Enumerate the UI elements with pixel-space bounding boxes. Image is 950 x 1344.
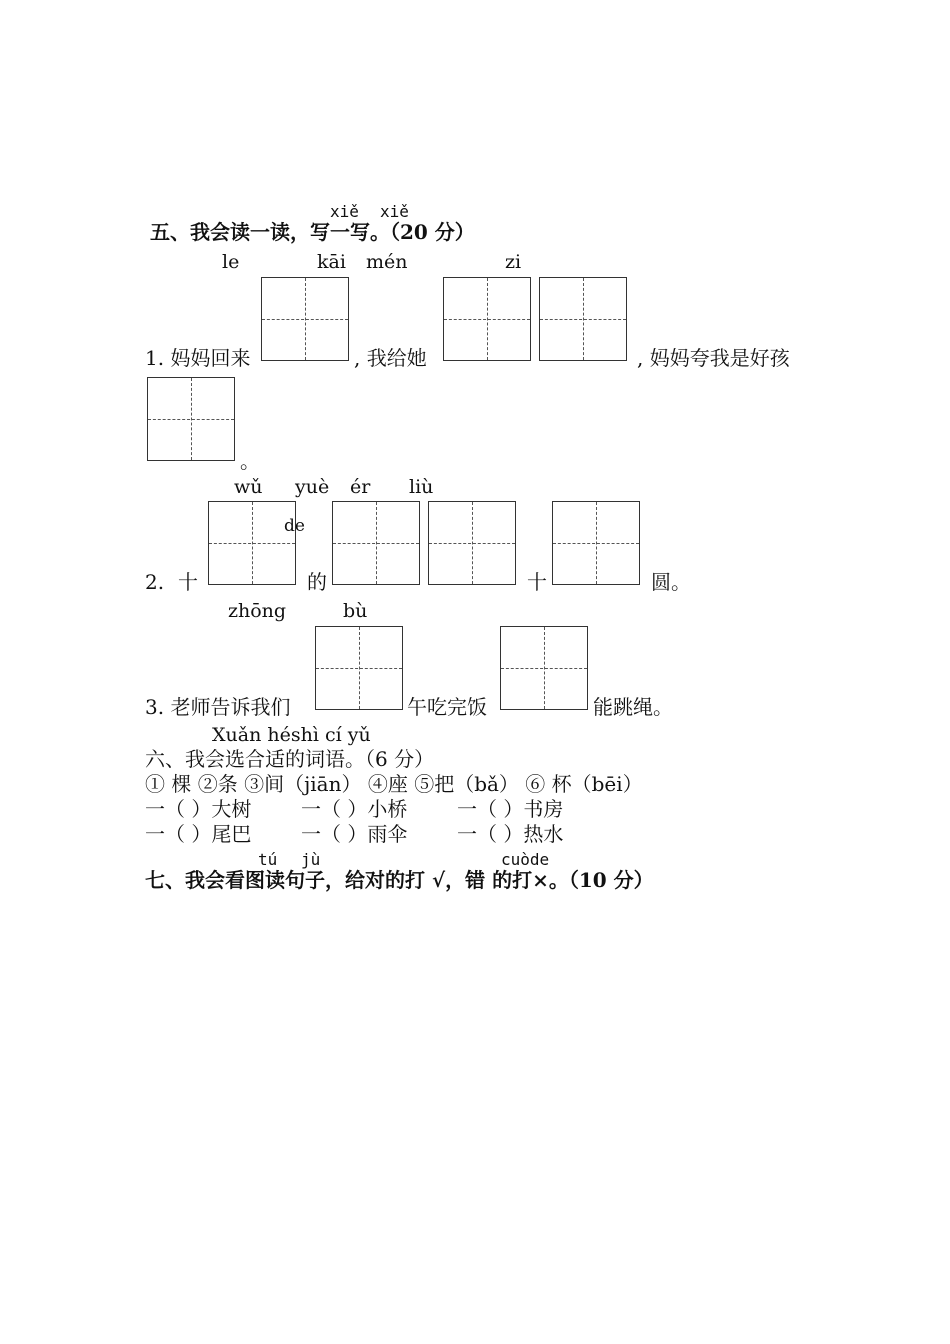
blank-item-1[interactable]: 一（ ）大树 xyxy=(145,797,252,821)
pinyin-ju: jù xyxy=(301,850,321,869)
pinyin-er: ér xyxy=(350,476,371,498)
pinyin-xie-1: xiě xyxy=(330,202,359,221)
q1-text-1: 1. 妈妈回来 xyxy=(145,346,251,370)
q2-ten-1: 十 xyxy=(178,570,198,594)
q1-text-2: , 我给她 xyxy=(354,346,427,370)
pinyin-xie-2: xiě xyxy=(380,202,409,221)
q2-number: 2. xyxy=(145,570,165,594)
blank-item-3[interactable]: 一（ ）书房 xyxy=(457,797,564,821)
writing-box-men[interactable] xyxy=(539,277,627,361)
writing-box-liu[interactable] xyxy=(552,501,640,585)
section-6-title: 六、我会选合适的词语。（6 分） xyxy=(145,747,435,771)
writing-box-er[interactable] xyxy=(428,501,516,585)
q1-end: 。 xyxy=(240,449,260,473)
q3-text-1: 3. 老师告诉我们 xyxy=(145,695,291,719)
pinyin-de: de xyxy=(284,516,305,536)
pinyin-zhong: zhōng xyxy=(228,600,287,622)
blank-item-4[interactable]: 一（ ）尾巴 xyxy=(145,822,252,846)
section-7-title: 七、我会看图读句子，给对的打 √，错 的打×。（10 分） xyxy=(145,868,654,892)
pinyin-cuode: cuòde xyxy=(501,850,550,869)
section-6-pinyin: Xuǎn héshì cí yǔ xyxy=(212,724,371,746)
pinyin-wu: wǔ xyxy=(234,476,263,498)
blank-item-6[interactable]: 一（ ）热水 xyxy=(457,822,564,846)
section-5-title: 五、我会读一读，写一写。（20 分） xyxy=(150,220,475,244)
pinyin-yue: yuè xyxy=(295,476,330,498)
blank-item-5[interactable]: 一（ ）雨伞 xyxy=(301,822,408,846)
q2-de: 的 xyxy=(307,570,327,594)
pinyin-liu: liù xyxy=(409,476,434,498)
pinyin-kai: kāi xyxy=(317,251,346,273)
pinyin-le: le xyxy=(222,251,240,273)
writing-box-zi[interactable] xyxy=(147,377,235,461)
q2-yuan: 圆。 xyxy=(651,570,691,594)
writing-box-yue[interactable] xyxy=(332,501,420,585)
writing-box-zhong[interactable] xyxy=(315,626,403,710)
pinyin-men: mén xyxy=(366,251,408,273)
writing-box-le[interactable] xyxy=(261,277,349,361)
writing-box-kai[interactable] xyxy=(443,277,531,361)
q2-ten-2: 十 xyxy=(527,570,547,594)
pinyin-bu: bù xyxy=(343,600,368,622)
writing-box-wu[interactable] xyxy=(208,501,296,585)
q3-text-2: 午吃完饭 xyxy=(407,695,487,719)
pinyin-tu: tú xyxy=(258,850,278,869)
pinyin-zi: zi xyxy=(505,251,522,273)
q1-text-3: , 妈妈夸我是好孩 xyxy=(637,346,790,370)
word-options: ① 棵 ②条 ③间（jiān） ④座 ⑤把（bǎ） ⑥ 杯（bēi） xyxy=(145,772,643,796)
writing-box-bu[interactable] xyxy=(500,626,588,710)
blank-item-2[interactable]: 一（ ）小桥 xyxy=(301,797,408,821)
q3-text-3: 能跳绳。 xyxy=(593,695,673,719)
